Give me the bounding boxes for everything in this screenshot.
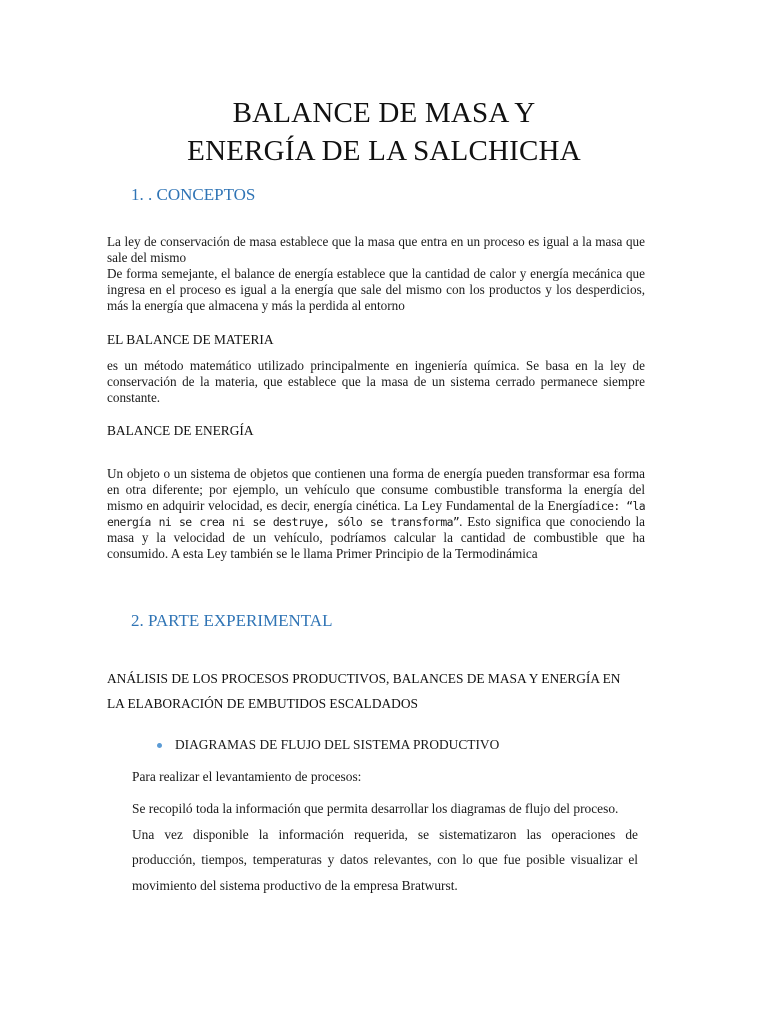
intro-paragraph-energia: De forma semejante, el balance de energía establece que la cantidad de calor y energía mecánica que ingresa en el proceso es igual a la energía que sale del mismo con los productos y los desperdicios, más la energía que almacena y más la perdida al entorno	[107, 266, 645, 313]
bullet-list-item	[157, 735, 499, 755]
document-title-line1: BALANCE DE MASA Y	[232, 97, 536, 129]
intro-paragraphs	[107, 234, 645, 314]
intro-paragraph-masa: La ley de conservación de masa establece que la masa que entra en un proceso es igual a la masa que sale del mismo	[107, 234, 645, 265]
paragraph-balance-materia: es un método matemático utilizado principalmente en ingeniería química. Se basa en la ley de conservación de la materia, que establece que la masa de un sistema cerrado permanece siempre constante.	[107, 358, 645, 405]
analysis-heading-line1: ANÁLISIS DE LOS PROCESOS PRODUCTIVOS, BALANCES DE MASA Y ENERGÍA EN	[107, 671, 621, 686]
energia-quote: dice: “la energía ni se crea ni se destruye, sólo se transforma”	[107, 499, 646, 529]
subheading-balance-energia: BALANCE DE ENERGÍA	[107, 423, 254, 438]
analysis-heading	[107, 666, 647, 716]
section-heading-conceptos: 1. . CONCEPTOS	[131, 185, 256, 204]
energia-text-end: . Esto significa que conociendo la masa y la velocidad de un vehículo, podríamos calcular la cantidad de combustible que ha consumido. A esta Ley también se le llama Primer Principio de la Termodinámica	[107, 514, 645, 561]
document-title-line2: ENERGÍA DE LA SALCHICHA	[187, 135, 581, 167]
bullet-dot-icon	[157, 743, 162, 748]
paragraph-levantamiento: Para realizar el levantamiento de procesos:	[132, 769, 362, 784]
subheading-balance-materia: EL BALANCE DE MATERIA	[107, 332, 274, 347]
energia-text-start: Un objeto o un sistema de objetos que contienen una forma de energía pueden transformar esa forma en otra diferente; por ejemplo, un vehículo que consume combustible transforma la energía del mismo en adquirir velocidad, es decir, energía cinética. La Ley Fundamental de la Energía	[107, 466, 645, 513]
bullet-item-label: DIAGRAMAS DE FLUJO DEL SISTEMA PRODUCTIVO	[175, 737, 500, 752]
paragraph-procesos	[132, 796, 638, 898]
paragraph-recopilo: Se recopiló toda la información que permita desarrollar los diagramas de flujo del proceso.	[132, 801, 619, 816]
section-heading-parte-experimental: 2. PARTE EXPERIMENTAL	[131, 611, 333, 630]
paragraph-disponible: Una vez disponible la información requerida, se sistematizaron las operaciones de producción, tiempos, temperaturas y datos relevantes, con lo que fue posible visualizar el movimiento del sistema productivo de la empresa Bratwurst.	[132, 826, 638, 893]
paragraph-balance-energia	[107, 466, 645, 562]
analysis-heading-line2: LA ELABORACIÓN DE EMBUTIDOS ESCALDADOS	[107, 696, 418, 711]
